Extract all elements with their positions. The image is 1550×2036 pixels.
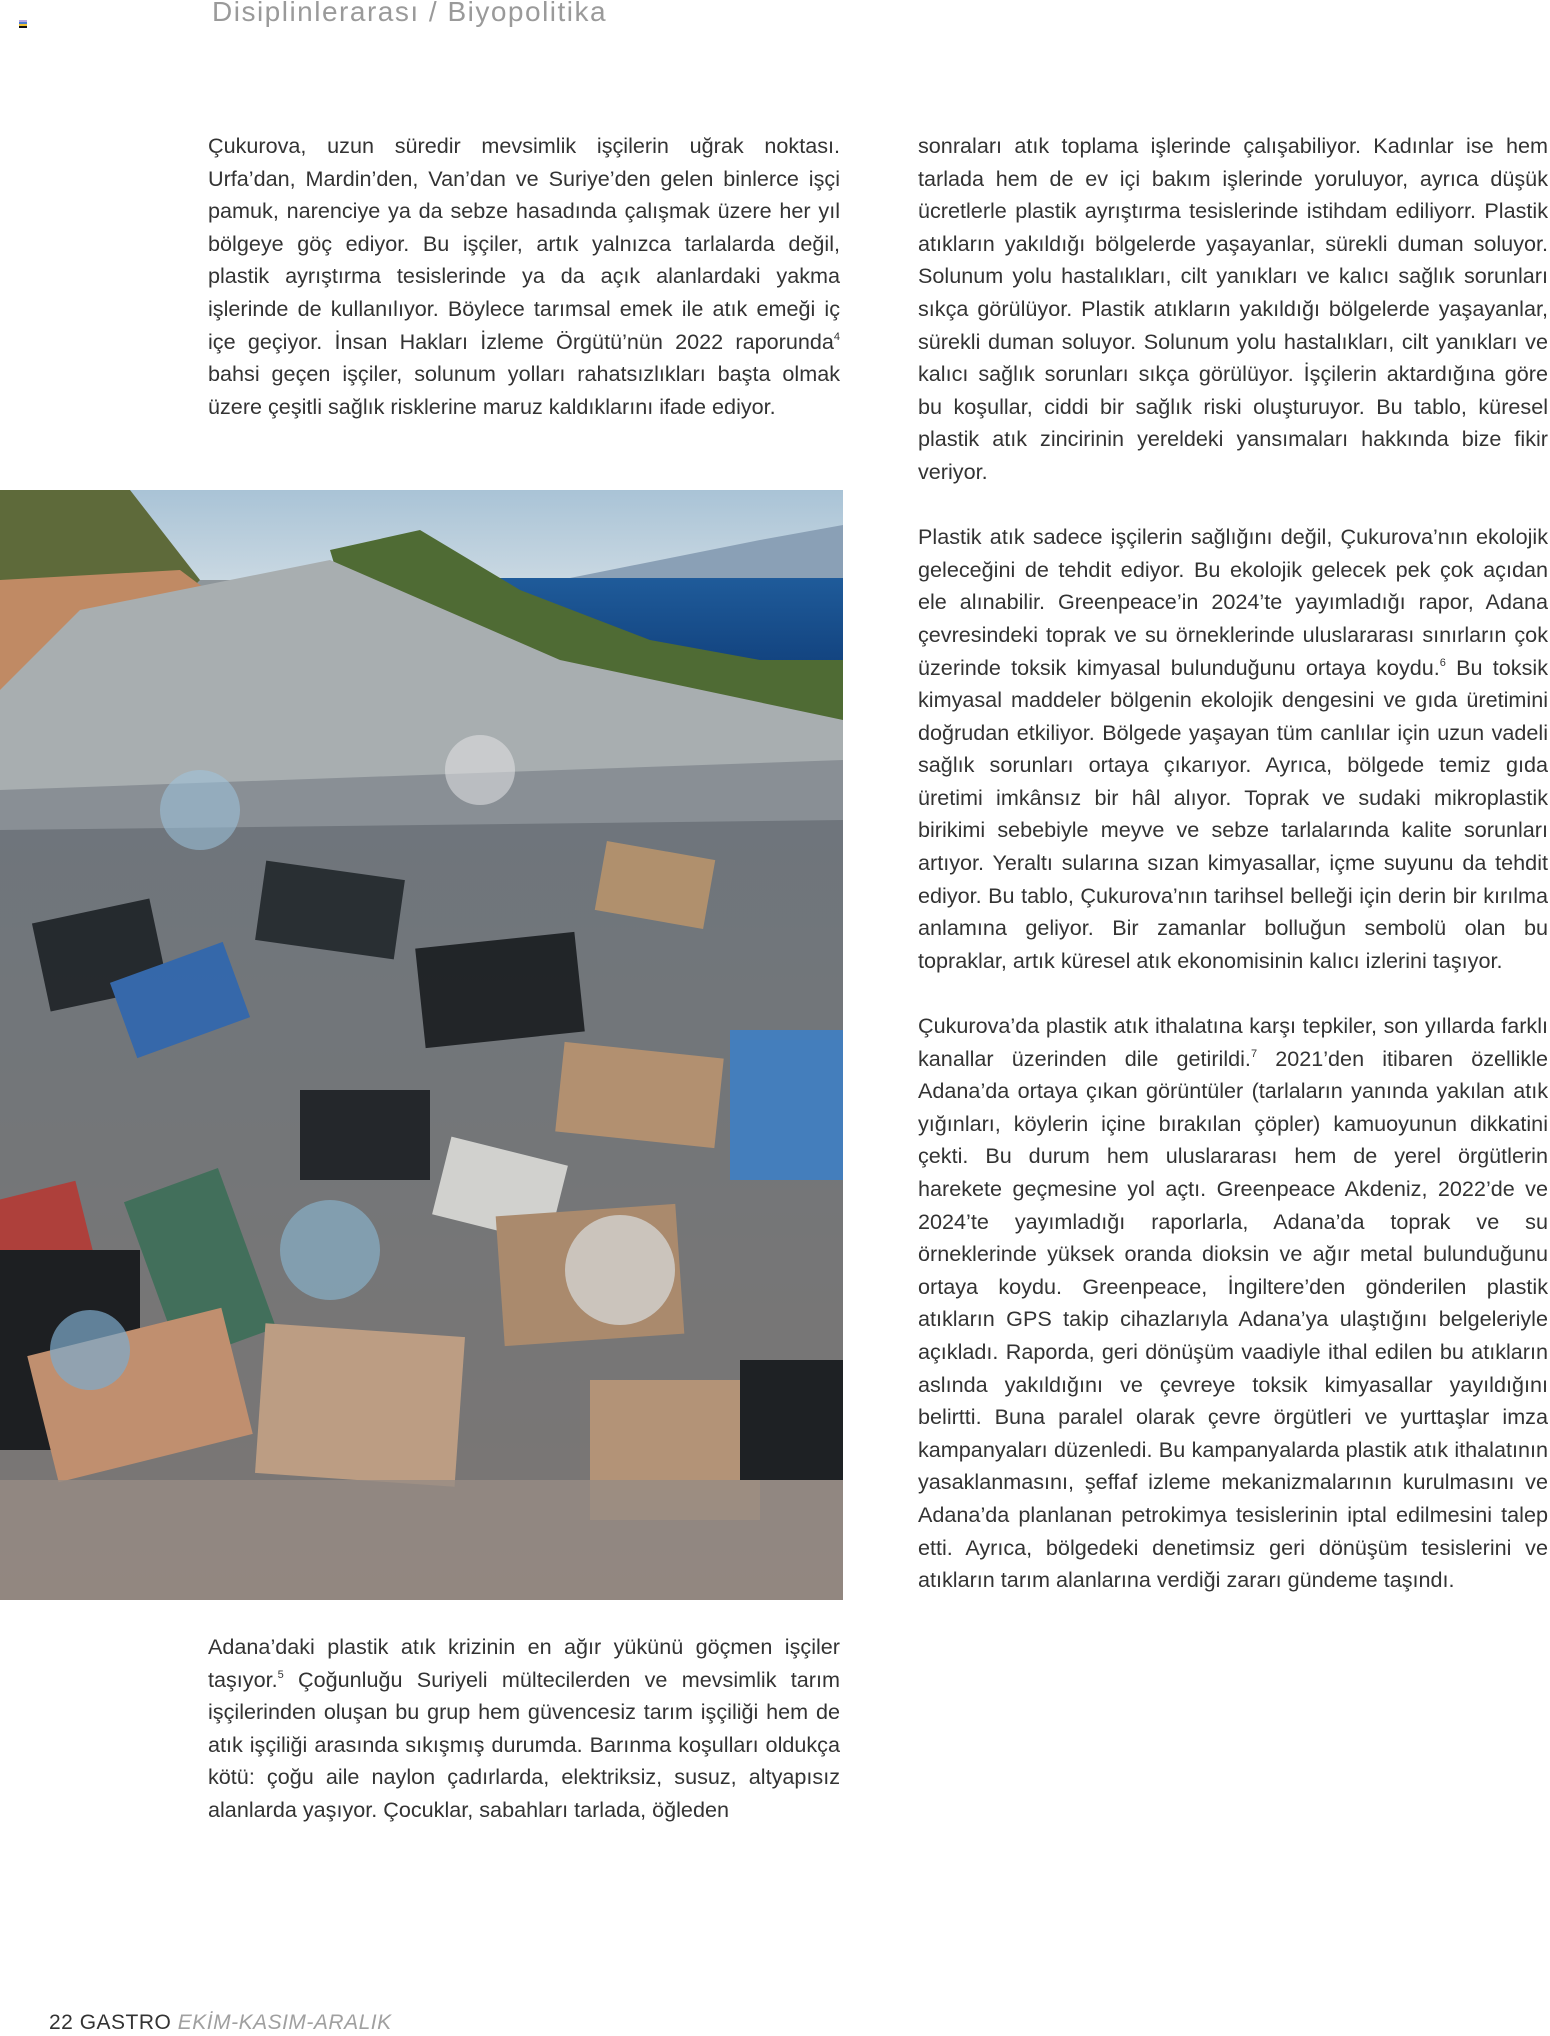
paragraph bbox=[918, 521, 1548, 977]
paragraph-text: Adana’daki plastik atık krizinin en ağır yükünü göçmen işçiler taşıyor. bbox=[208, 1634, 840, 1692]
footnote-marker[interactable]: 7 bbox=[1250, 1047, 1258, 1060]
page-number: 22 bbox=[49, 2011, 74, 2034]
right-column bbox=[918, 130, 1548, 1597]
article-photo-plastic-waste bbox=[0, 490, 843, 1600]
footnote-marker[interactable]: 4 bbox=[833, 330, 840, 343]
paragraph-text: Çoğunluğu Suriyeli mültecilerden ve mevsimlik tarım işçilerinden oluşan bu grup hem güvencesiz tarım işçiliği hem de atık işçiliği arasında sıkışmış durumda. Barınma koşulları oldukça kötü: çoğu aile naylon çadırlarda, elektriksiz, susuz, altyapısız alanlarda yaşıyor. Çocuklar, sabahları tarlada, öğleden bbox=[208, 1666, 840, 1822]
paragraph bbox=[918, 1010, 1548, 1597]
footnote-marker[interactable]: 6 bbox=[1439, 656, 1446, 669]
paragraph-text: Çukurova, uzun süredir mevsimlik işçilerin uğrak noktası. Urfa’dan, Mardin’den, Van’dan ve Suriye’den gelen binlerce işçi pamuk, narenciye ya da sebze hasadında çalışmak üzere her yıl bölgeye göç ediyor. Bu işçiler, artık yalnızca tarlalarda değil, plastik ayrıştırma tesislerinde ya da açık alanlardaki yakma işlerinde de kullanılıyor. Böylece tarımsal emek ile atık emeği iç içe geçiyor. İnsan Hakları İzleme Örgütü’nün 2022 raporunda bbox=[208, 133, 840, 354]
left-column-top bbox=[208, 130, 840, 423]
paragraph bbox=[918, 130, 1548, 489]
issue-label: EKİM-KASIM-ARALIK bbox=[177, 2011, 392, 2034]
paragraph-text: Çukurova’da plastik atık ithalatına karşı tepkiler, son yıllarda farklı kanallar üzerinden dile getirildi. bbox=[918, 1013, 1548, 1071]
left-column-bottom bbox=[208, 1631, 840, 1827]
section-title: Disiplinlerarası / Biyopolitika bbox=[212, 0, 608, 27]
footnote-marker[interactable]: 5 bbox=[277, 1668, 284, 1681]
paragraph-text: 2021’den itibaren özellikle Adana’da ortaya çıkan görüntüler (tarlaların yanında yakılan atık yığınları, köylerin içine bırakılan çöpler) kamuoyunun dikkatini çekti. Bu durum hem uluslararası hem de yerel örgütlerin harekete geçmesine yol açtı. Greenpeace Akdeniz, 2022’de ve 2024’te yayımladığı raporlarla, Adana’da toprak ve su örneklerinde yüksek oranda dioksin ve ağır metal bulunduğunu ortaya koydu. Greenpeace, İngiltere’den gönderilen plastik atıkların GPS takip cihazlarıyla Adana’ya ulaştığını belgeleriyle açıkladı. Raporda, geri dönüşüm vaadiyle ithal edilen bu atıkların aslında yakıldığını ve çevreye toksik kimyasallar yayıldığını belirtti. Buna paralel olarak çevre örgütleri ve yurttaşlar imza kampanyaları düzenledi. Bu kampanyalarda plastik atık ithalatının yasaklanmasını, şeffaf izleme mekanizmalarının kurulmasını ve Adana’da planlanan petrokimya tesislerinin iptal edilmesini talep etti. Ayrıca, bölgedeki denetimsiz geri dönüşüm tesislerini ve atıkların tarım alanlarına verdiği zararı gündeme taşındı. bbox=[918, 1045, 1549, 1593]
paragraph bbox=[208, 130, 840, 423]
paragraph-text: Plastik atık sadece işçilerin sağlığını değil, Çukurova’nın ekolojik geleceğini de tehdit ediyor. Bu ekolojik gelecek pek çok açıdan ele alınabilir. Greenpeace’in 2024’te yayımladığı rapor, Adana çevresindeki toprak ve su örneklerinde uluslararası sınırların çok üzerinde toksik kimyasal bulunduğunu ortaya koydu. bbox=[918, 524, 1548, 680]
paragraph-text: bahsi geçen işçiler, solunum yolları rahatsızlıkları başta olmak üzere çeşitli sağlık risklerine maruz kaldıklarını ifade ediyor. bbox=[208, 361, 840, 419]
color-registration-mark-icon bbox=[19, 20, 27, 28]
page-footer bbox=[49, 2011, 392, 2035]
paragraph bbox=[208, 1631, 840, 1827]
color-swatch bbox=[19, 26, 27, 28]
magazine-name: GASTRO bbox=[79, 2011, 172, 2034]
paragraph-text: Bu toksik kimyasal maddeler bölgenin ekolojik dengesini ve gıda üretimini doğrudan etkiliyor. Bölgede yaşayan tüm canlılar için uzun vadeli sağlık sorunları ortaya çıkarıyor. Ayrıca, bölgede temiz gıda üretimi imkânsız bir hâl alıyor. Toprak ve sudaki mikroplastik birikimi sebebiyle meyve ve sebze tarlalarında kalite sorunları artıyor. Yeraltı sularına sızan kimyasallar, içme suyunu da tehdit ediyor. Bu tablo, Çukurova’nın tarihsel belleği için derin bir kırılma anlamına geliyor. Bir zamanlar bolluğun sembolü olan bu topraklar, artık küresel atık ekonomisinin kalıcı izlerini taşıyor. bbox=[918, 654, 1548, 973]
paragraph-text: sonraları atık toplama işlerinde çalışabiliyor. Kadınlar ise hem tarlada hem de ev içi bakım işlerinde yoruluyor, ayrıca düşük ücretlerle plastik ayrıştırma tesislerinde istihdam ediliyorr. Plastik atıkların yakıldığı bölgelerde yaşayanlar, sürekli duman soluyor. Solunum yolu hastalıkları, cilt yanıkları ve kalıcı sağlık sorunları sıkça görülüyor. Plastik atıkların yakıldığı bölgelerde yaşayanlar, sürekli duman soluyor. Solunum yolu hastalıkları, cilt yanıkları ve kalıcı sağlık sorunları sıkça görülüyor. İşçilerin aktardığına göre bu koşullar, ciddi bir sağlık riski oluşturuyor. Bu tablo, küresel plastik atık zincirinin yereldeki yansımaları hakkında bize fikir veriyor. bbox=[918, 133, 1548, 484]
